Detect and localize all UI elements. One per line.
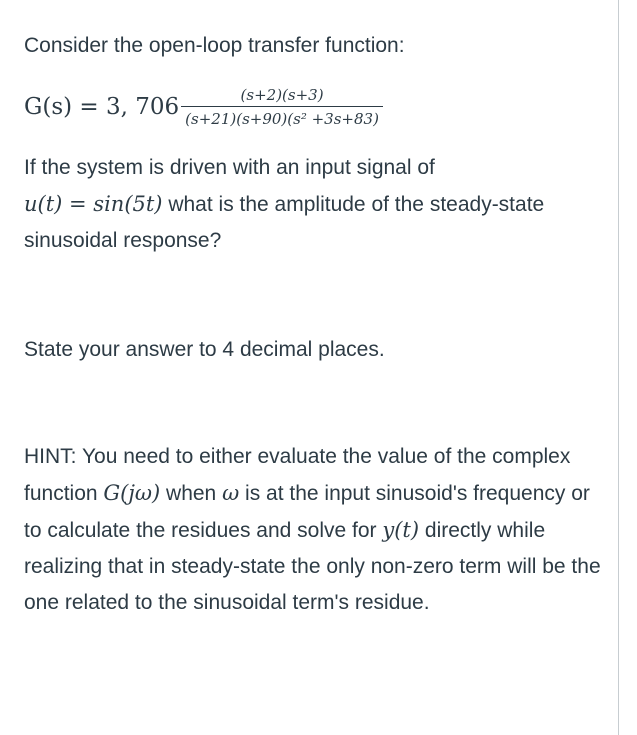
hint-math-y-t: y(t) xyxy=(382,518,420,542)
fraction-denominator: (s+21)(s+90)(s² +3s+83) xyxy=(185,110,379,128)
hint-part-3: is at the input sinusoid's frequency or to calculate the residues and solve for xyxy=(24,482,590,542)
transfer-function-equation xyxy=(24,80,383,134)
hint-part-2: when xyxy=(160,482,223,505)
transfer-function-lhs: G(s) = 3, 706 xyxy=(24,94,180,120)
fraction-numerator: (s+2)(s+3) xyxy=(240,86,324,104)
question-suffix: what is the amplitude of the steady-state sinusoidal response? xyxy=(24,193,545,252)
hint-math-g-jw: G(jω) xyxy=(103,481,161,505)
question-prefix: If the system is driven with an input signal of xyxy=(24,156,435,179)
hint-part-4: directly while realizing that in steady-state the only non-zero term will be the one related to the sinusoidal term's residue. xyxy=(24,519,601,614)
right-border-rule xyxy=(618,0,619,735)
hint-part-1: HINT: You need to either evaluate the value of the complex function xyxy=(24,445,571,505)
hint-text xyxy=(24,439,609,621)
intro-text: Consider the open-loop transfer function: xyxy=(24,34,405,57)
input-signal-math: u(t) = sin(5t) xyxy=(24,192,163,216)
transfer-function-fraction xyxy=(181,86,383,128)
answer-instruction: State your answer to 4 decimal places. xyxy=(24,338,385,361)
question-text xyxy=(24,150,609,259)
hint-math-omega: ω xyxy=(222,481,240,505)
